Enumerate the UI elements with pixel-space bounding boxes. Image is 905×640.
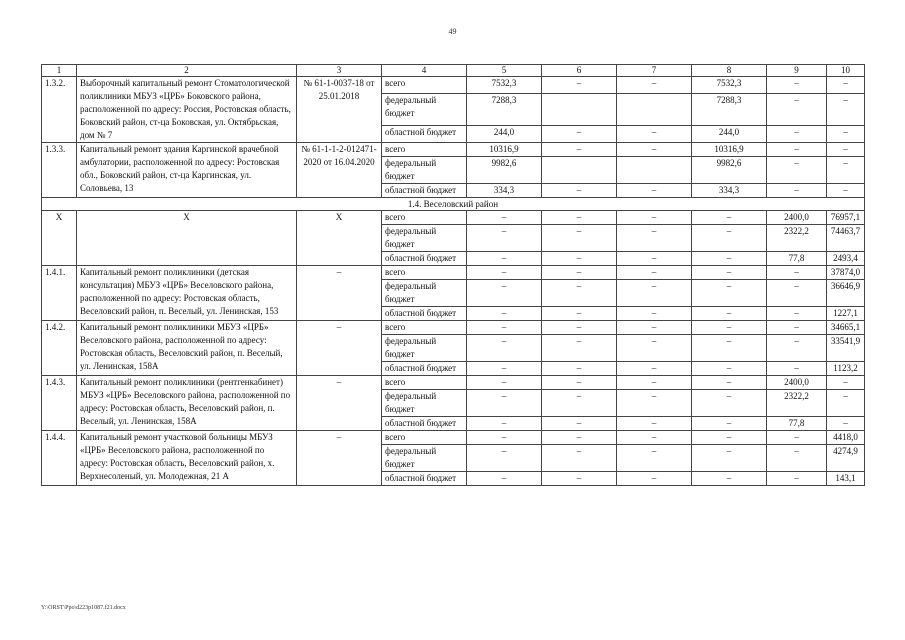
value-cell: 77,8 <box>767 252 827 266</box>
value-cell: – <box>617 321 692 335</box>
value-cell: – <box>542 77 617 94</box>
value-cell: – <box>692 252 767 266</box>
document-cell: – <box>297 266 382 321</box>
value-cell: – <box>542 126 617 143</box>
value-cell: – <box>827 93 865 125</box>
document-cell: № 61-1-1-2-012471-2020 от 16.04.2020 <box>297 143 382 198</box>
value-cell: – <box>542 390 617 417</box>
value-cell: 7288,3 <box>692 93 767 125</box>
document-cell: – <box>297 431 382 486</box>
value-cell: – <box>542 280 617 307</box>
object-name-cell: Капитальный ремонт поликлиники (рентгенкабинет) МБУЗ «ЦРБ» Веселовского района, расположенной по адресу: Ростовская область, Веселовский район, п. Веселый, ул. Ленинская, 158А <box>77 376 297 431</box>
value-cell: 7532,3 <box>467 77 542 94</box>
value-cell: 334,3 <box>467 184 542 198</box>
funding-source-cell: всего <box>382 376 467 390</box>
column-header: 7 <box>617 65 692 77</box>
funding-source-cell: федеральный бюджет <box>382 93 467 125</box>
value-cell <box>617 157 692 184</box>
table-row <box>42 266 865 280</box>
value-cell: – <box>617 266 692 280</box>
funding-table <box>41 64 865 486</box>
value-cell: 34665,1 <box>827 321 865 335</box>
column-header: 6 <box>542 65 617 77</box>
value-cell: – <box>467 417 542 431</box>
object-name-cell: Капитальный ремонт поликлиники МБУЗ «ЦРБ» Веселовского района, расположенной по адресу: Ростовская область, Веселовский район, п. Веселый, ул. Ленинская, 158А <box>77 321 297 376</box>
value-cell: – <box>542 472 617 486</box>
value-cell: – <box>467 321 542 335</box>
value-cell: – <box>617 77 692 94</box>
value-cell: – <box>617 211 692 225</box>
value-cell: – <box>767 266 827 280</box>
funding-source-cell: всего <box>382 321 467 335</box>
value-cell: – <box>767 93 827 125</box>
value-cell: 76957,1 <box>827 211 865 225</box>
funding-source-cell: федеральный бюджет <box>382 390 467 417</box>
object-name-cell: Выборочный капитальный ремонт Стоматологической поликлиники МБУЗ «ЦРБ» Боковского района, расположенной по адресу: Россия, Ростовская область, Боковский район, ст-ца Боковская, ул. Октябрьская, дом № 7 <box>77 77 297 143</box>
value-cell: – <box>767 335 827 362</box>
value-cell: – <box>467 266 542 280</box>
value-cell: – <box>692 321 767 335</box>
value-cell: – <box>767 77 827 94</box>
value-cell: – <box>617 376 692 390</box>
value-cell: – <box>467 307 542 321</box>
document-cell: № 61-1-0037-18 от 25.01.2018 <box>297 77 382 143</box>
funding-source-cell: всего <box>382 77 467 94</box>
value-cell: 2400,0 <box>767 211 827 225</box>
value-cell: – <box>617 184 692 198</box>
value-cell: – <box>692 225 767 252</box>
table-row <box>42 376 865 390</box>
value-cell: – <box>692 472 767 486</box>
value-cell: – <box>467 211 542 225</box>
document-cell: – <box>297 321 382 376</box>
table-row <box>42 321 865 335</box>
table-row <box>42 77 865 94</box>
funding-source-cell: всего <box>382 143 467 157</box>
value-cell: – <box>767 362 827 376</box>
value-cell: 1123,2 <box>827 362 865 376</box>
value-cell: – <box>827 390 865 417</box>
value-cell: 36646,9 <box>827 280 865 307</box>
value-cell: – <box>542 211 617 225</box>
value-cell: – <box>617 362 692 376</box>
value-cell: – <box>617 225 692 252</box>
table-row <box>42 211 865 225</box>
value-cell: – <box>617 390 692 417</box>
value-cell: – <box>692 417 767 431</box>
funding-source-cell: федеральный бюджет <box>382 335 467 362</box>
value-cell: – <box>467 225 542 252</box>
column-header: 9 <box>767 65 827 77</box>
value-cell: 2322,2 <box>767 390 827 417</box>
value-cell: – <box>827 184 865 198</box>
value-cell: – <box>542 184 617 198</box>
value-cell: – <box>617 472 692 486</box>
value-cell: – <box>767 126 827 143</box>
value-cell: – <box>692 211 767 225</box>
funding-source-cell: областной бюджет <box>382 126 467 143</box>
value-cell: – <box>617 335 692 362</box>
value-cell: – <box>617 280 692 307</box>
funding-source-cell: всего <box>382 211 467 225</box>
value-cell: 37874,0 <box>827 266 865 280</box>
value-cell: – <box>767 321 827 335</box>
value-cell: – <box>767 431 827 445</box>
item-number-cell: Х <box>42 211 77 266</box>
item-number-cell: 1.4.3. <box>42 376 77 431</box>
value-cell: 2493,4 <box>827 252 865 266</box>
value-cell: 143,1 <box>827 472 865 486</box>
value-cell: 9982,6 <box>467 157 542 184</box>
value-cell: – <box>692 431 767 445</box>
value-cell: – <box>692 280 767 307</box>
value-cell: 244,0 <box>692 126 767 143</box>
item-number-cell: 1.3.3. <box>42 143 77 198</box>
column-header: 1 <box>42 65 77 77</box>
value-cell: – <box>467 280 542 307</box>
value-cell: – <box>467 472 542 486</box>
item-number-cell: 1.4.2. <box>42 321 77 376</box>
value-cell: – <box>617 445 692 472</box>
value-cell: – <box>827 417 865 431</box>
page-number: 49 <box>448 27 457 36</box>
funding-source-cell: областной бюджет <box>382 417 467 431</box>
column-header: 5 <box>467 65 542 77</box>
value-cell: – <box>542 376 617 390</box>
value-cell: – <box>542 417 617 431</box>
value-cell: – <box>467 362 542 376</box>
section-row <box>42 198 865 211</box>
object-name-cell: Х <box>77 211 297 266</box>
value-cell: – <box>692 390 767 417</box>
value-cell: – <box>827 157 865 184</box>
value-cell: – <box>767 445 827 472</box>
value-cell: 4274,9 <box>827 445 865 472</box>
value-cell: – <box>692 376 767 390</box>
value-cell: – <box>617 417 692 431</box>
value-cell: – <box>767 280 827 307</box>
object-name-cell: Капитальный ремонт поликлиники (детская консультация) МБУЗ «ЦРБ» Веселовского района, расположенной по адресу: Ростовская область, Веселовский район, п. Веселый, ул. Ленинская, 153 <box>77 266 297 321</box>
value-cell: – <box>467 431 542 445</box>
funding-source-cell: областной бюджет <box>382 307 467 321</box>
value-cell: – <box>692 335 767 362</box>
value-cell: – <box>692 307 767 321</box>
funding-source-cell: федеральный бюджет <box>382 280 467 307</box>
value-cell: – <box>542 252 617 266</box>
value-cell: – <box>617 126 692 143</box>
column-header-row <box>42 65 865 77</box>
value-cell: 10316,9 <box>467 143 542 157</box>
value-cell: – <box>542 431 617 445</box>
value-cell <box>617 93 692 125</box>
table-row <box>42 143 865 157</box>
value-cell: 244,0 <box>467 126 542 143</box>
value-cell: – <box>467 445 542 472</box>
value-cell: – <box>467 252 542 266</box>
value-cell: 1227,1 <box>827 307 865 321</box>
object-name-cell: Капитальный ремонт участковой больницы МБУЗ «ЦРБ» Веселовского района, расположенной по адресу: Ростовская область, Веселовский район, х. Верхнесоленый, ул. Молодежная, 21 А <box>77 431 297 486</box>
value-cell <box>542 157 617 184</box>
value-cell: 7532,3 <box>692 77 767 94</box>
value-cell: 33541,9 <box>827 335 865 362</box>
value-cell: – <box>827 376 865 390</box>
item-number-cell: 1.3.2. <box>42 77 77 143</box>
value-cell: – <box>542 335 617 362</box>
funding-source-cell: областной бюджет <box>382 472 467 486</box>
value-cell: – <box>617 143 692 157</box>
value-cell: 2400,0 <box>767 376 827 390</box>
funding-source-cell: федеральный бюджет <box>382 445 467 472</box>
document-cell: Х <box>297 211 382 266</box>
funding-source-cell: федеральный бюджет <box>382 157 467 184</box>
value-cell: – <box>467 335 542 362</box>
value-cell: – <box>767 307 827 321</box>
value-cell: – <box>542 307 617 321</box>
value-cell: 77,8 <box>767 417 827 431</box>
funding-source-cell: областной бюджет <box>382 252 467 266</box>
file-path-footer: Y:\ORST\Ppo\d223p1087.f21.docx <box>41 605 126 611</box>
document-cell: – <box>297 376 382 431</box>
value-cell: – <box>542 143 617 157</box>
column-header: 2 <box>77 65 297 77</box>
value-cell: – <box>767 472 827 486</box>
column-header: 8 <box>692 65 767 77</box>
funding-source-cell: всего <box>382 431 467 445</box>
funding-source-cell: областной бюджет <box>382 362 467 376</box>
value-cell: – <box>827 77 865 94</box>
value-cell: – <box>692 445 767 472</box>
column-header: 4 <box>382 65 467 77</box>
table-row <box>42 431 865 445</box>
section-heading: 1.4. Веселовский район <box>42 198 865 211</box>
value-cell: 74463,7 <box>827 225 865 252</box>
value-cell: 334,3 <box>692 184 767 198</box>
value-cell: 9982,6 <box>692 157 767 184</box>
value-cell: – <box>692 266 767 280</box>
value-cell: – <box>617 307 692 321</box>
value-cell: – <box>767 143 827 157</box>
value-cell: 2322,2 <box>767 225 827 252</box>
value-cell: – <box>767 184 827 198</box>
funding-source-cell: федеральный бюджет <box>382 225 467 252</box>
value-cell: – <box>467 376 542 390</box>
funding-source-cell: всего <box>382 266 467 280</box>
funding-source-cell: областной бюджет <box>382 184 467 198</box>
item-number-cell: 1.4.1. <box>42 266 77 321</box>
column-header: 3 <box>297 65 382 77</box>
value-cell: 10316,9 <box>692 143 767 157</box>
value-cell: – <box>542 321 617 335</box>
value-cell: – <box>542 266 617 280</box>
value-cell: – <box>827 126 865 143</box>
item-number-cell: 1.4.4. <box>42 431 77 486</box>
value-cell: – <box>542 225 617 252</box>
column-header: 10 <box>827 65 865 77</box>
value-cell: 4418,0 <box>827 431 865 445</box>
value-cell: – <box>692 362 767 376</box>
value-cell: – <box>827 143 865 157</box>
value-cell: – <box>767 157 827 184</box>
value-cell: – <box>467 390 542 417</box>
value-cell: – <box>542 445 617 472</box>
value-cell: – <box>542 362 617 376</box>
value-cell: 7288,3 <box>467 93 542 125</box>
value-cell: – <box>617 431 692 445</box>
object-name-cell: Капитальный ремонт здания Каргинской врачебной амбулатории, расположенной по адресу: Ростовская обл., Боковский район, ст-ца Каргинская, ул. Соловьева, 13 <box>77 143 297 198</box>
value-cell <box>542 93 617 125</box>
value-cell: – <box>617 252 692 266</box>
